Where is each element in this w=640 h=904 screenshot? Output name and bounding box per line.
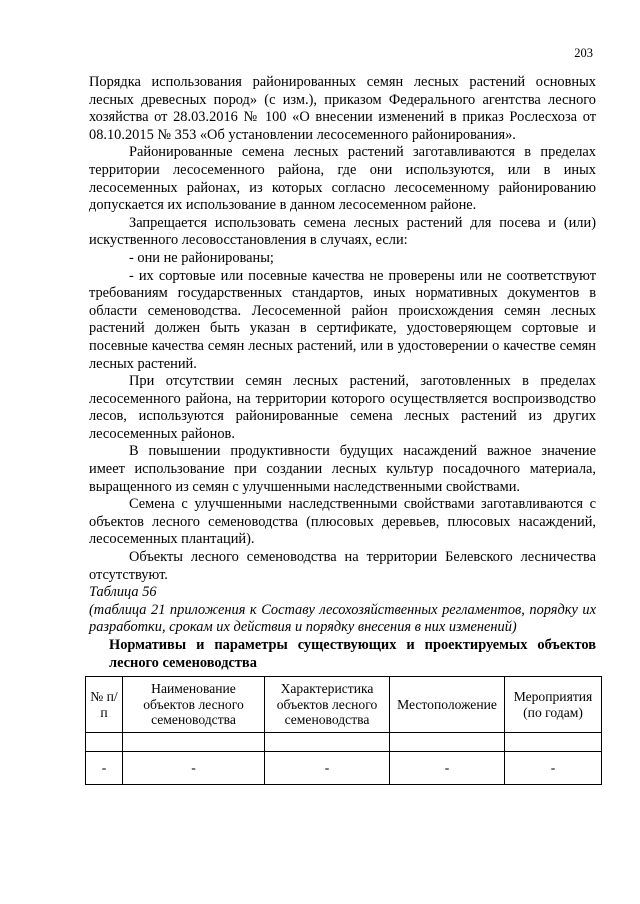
table-cell: - bbox=[123, 752, 265, 785]
paragraph: Порядка использования районированных семян лесных растений основных лесных древесных пород» (с изм.), приказом Федерального агентства лесного хозяйства от 28.03.2016 № 100 «О внесении изменений в приказ Рослесхоза от 08.10.2015 № 353 «Об установлении лесосеменного районирования». bbox=[89, 74, 596, 143]
table-cell: - bbox=[390, 752, 505, 785]
table-cell: - bbox=[505, 752, 602, 785]
paragraph: Районированные семена лесных растений заготавливаются в пределах территории лесосеменного района, где они используются, или в иных лесосеменных районах, из которых согласно лесосеменному районированию допускается их использование в данном лесосеменном районе. bbox=[89, 144, 596, 214]
paragraph: Объекты лесного семеноводства на территории Белевского лесничества отсутствуют. bbox=[89, 549, 596, 583]
table-cell: - bbox=[265, 752, 390, 785]
paragraph: Семена с улучшенными наследственными свойствами заготавливаются с объектов лесного семеноводства (плюсовых деревьев, плюсовых насаждений, лесосеменных плантаций). bbox=[89, 496, 596, 548]
header-object-characteristics: Характеристика объектов лесного семеноводства bbox=[265, 677, 390, 733]
paragraph: - их сортовые или посевные качества не проверены или не соответствуют требованиям государственных стандартов, иных нормативных документов в области семеноводства. Лесосеменной район происхождения семян лесных растений должен быть указан в сертификате, удостоверяющем сортовые и посевные качества семян лесных растений, или в удостоверении о качестве семян лесных растений. bbox=[89, 267, 596, 372]
table-row bbox=[86, 752, 602, 785]
header-number: № п/п bbox=[86, 677, 123, 733]
table-spacer-row bbox=[86, 733, 602, 752]
paragraph: В повышении продуктивности будущих насаждений важное значение имеет использование при создании лесных культур посадочного материала, выращенного из семян с улучшенными наследственными свойствами. bbox=[89, 443, 596, 495]
paragraph: - они не районированы; bbox=[129, 249, 274, 266]
header-activities: Мероприятия (по годам) bbox=[505, 677, 602, 733]
seed-objects-table bbox=[85, 676, 602, 785]
body-text bbox=[89, 74, 596, 672]
paragraph: Запрещается использовать семена лесных растений для посева и (или) искуственного лесовосстановления в случаях, если: bbox=[89, 214, 596, 249]
header-location: Местоположение bbox=[390, 677, 505, 733]
paragraph: При отсутствии семян лесных растений, заготовленных в пределах лесосеменного района, на территории которого осуществляется воспроизводство лесов, используются районированные семена лесных растений из других лесосеменных районов. bbox=[89, 373, 596, 442]
table-caption: Таблица 56 bbox=[89, 584, 157, 601]
table-cell: - bbox=[86, 752, 123, 785]
table-note: (таблица 21 приложения к Составу лесохозяйственных регламентов, порядку их разработки, срокам их действия и порядку внесения в них изменений) bbox=[89, 601, 596, 636]
table-header-row bbox=[86, 677, 602, 733]
header-object-name: Наименование объектов лесного семеноводства bbox=[123, 677, 265, 733]
page-number: 203 bbox=[574, 46, 593, 60]
table-title: Нормативы и параметры существующих и проектируемых объектов лесного семеноводства bbox=[109, 637, 596, 671]
